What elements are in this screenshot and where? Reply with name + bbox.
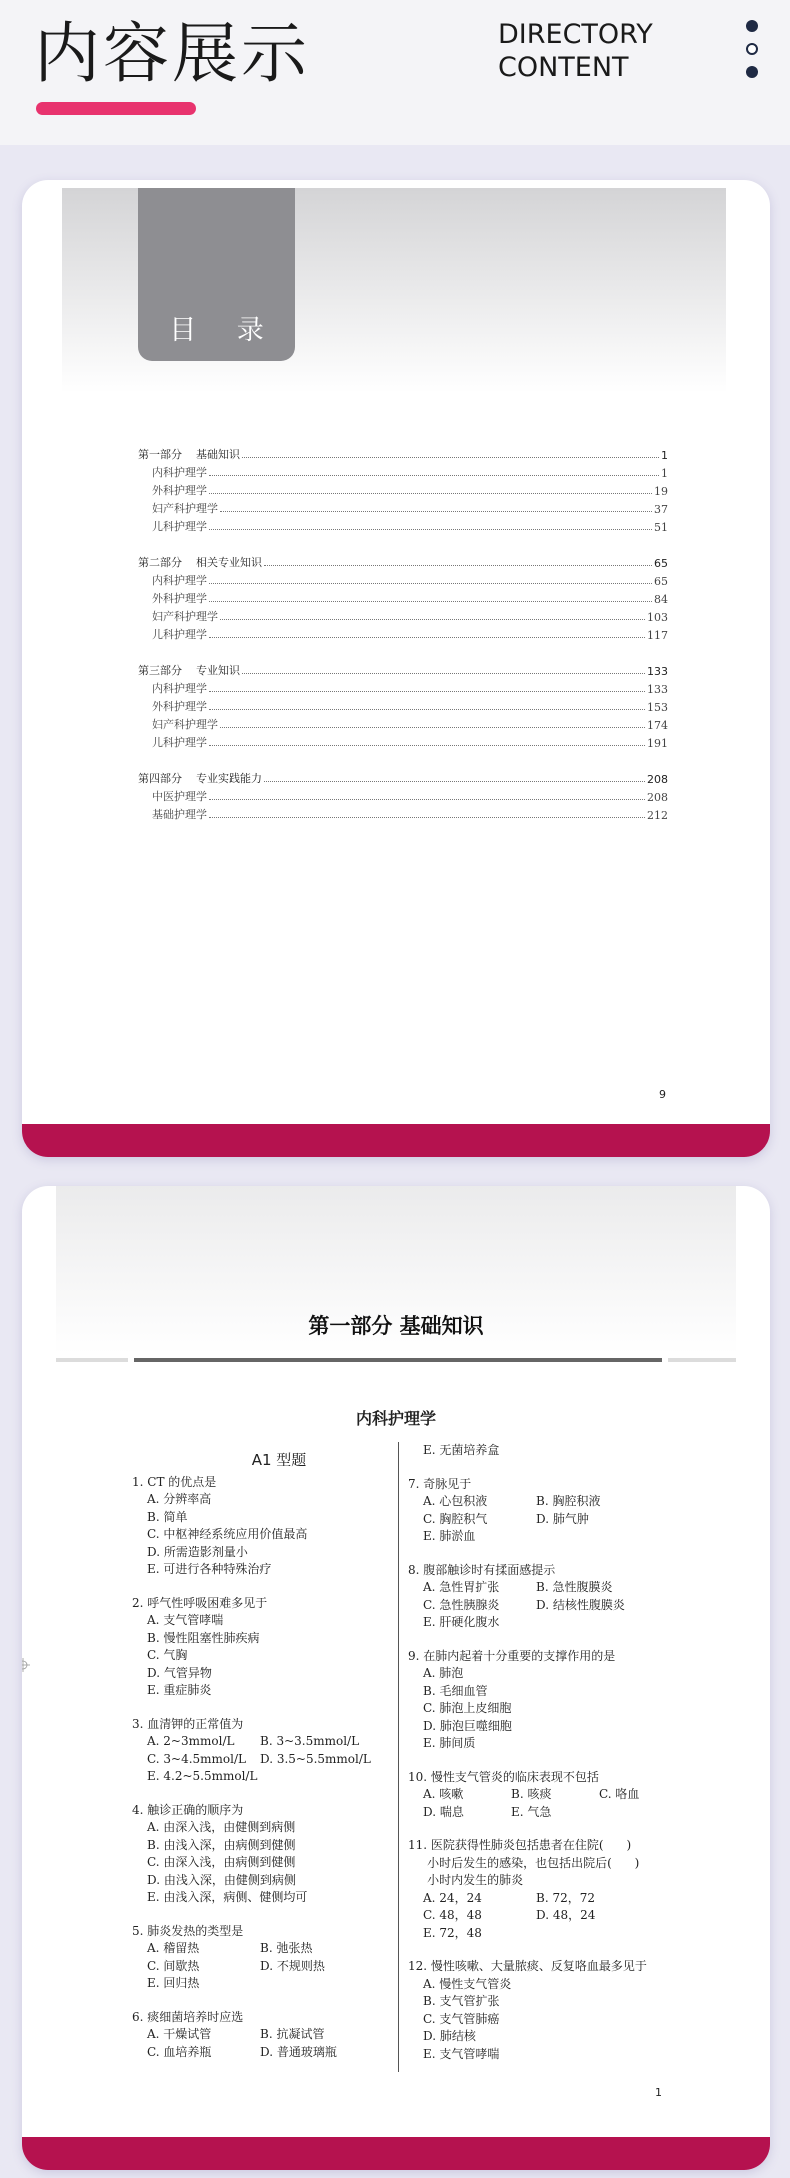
dot-icon (746, 20, 758, 32)
toc-item-label: 儿科护理学 (152, 628, 207, 641)
question-stem: 5. 肺炎发热的类型是 (132, 1923, 244, 1938)
answer-option: B. 慢性阻塞性肺疾病 (147, 1630, 260, 1645)
toc-item-label: 外科护理学 (152, 592, 207, 605)
answer-option: B. 毛细血管 (423, 1683, 488, 1698)
card-footer-bar (22, 2137, 770, 2170)
toc-item-row (138, 678, 668, 696)
toc-leader (209, 493, 652, 494)
answer-option: A. 干燥试管 (147, 2027, 212, 2041)
question-block (132, 1474, 390, 1579)
answer-option: A. 心包积液 (423, 1494, 488, 1508)
answer-option: C. 胸腔积气 (423, 1511, 488, 1526)
toc-item-row (138, 462, 668, 480)
content-page-card (22, 1186, 770, 2170)
question-block (132, 1716, 390, 1786)
left-column (132, 1452, 390, 2077)
toc-item-label: 妇产科护理学 (152, 718, 218, 731)
question-block (132, 1595, 390, 1700)
question-block (132, 2009, 390, 2062)
answer-option: C. 咯血 (599, 1787, 640, 1801)
answer-option: D. 不规则热 (260, 1958, 325, 1973)
toc-page-number: 1 (661, 449, 668, 462)
toc-part-row (138, 552, 668, 570)
question-stem: 4. 触诊正确的顺序为 (132, 1802, 244, 1817)
dot-outline-icon (746, 43, 758, 55)
answer-option-row (132, 1958, 390, 1976)
answer-option: D. 由浅入深，由健侧到病侧 (147, 1872, 296, 1887)
answer-option: B. 支气管扩张 (423, 1994, 500, 2008)
toc-item-row (138, 732, 668, 750)
answer-option: C. 急性胰腺炎 (423, 1597, 500, 1612)
divider (668, 1358, 736, 1362)
answer-option: C. 血培养瓶 (147, 2044, 212, 2059)
header-en-line2: CONTENT (498, 52, 629, 83)
toc-item-label: 儿科护理学 (152, 736, 207, 749)
answer-option: E. 72，48 (423, 1925, 482, 1940)
answer-option: A. 由深入浅，由健侧到病侧 (147, 1820, 296, 1834)
section-title: 内科护理学 (355, 1409, 436, 1428)
toc-leader (209, 529, 652, 530)
toc-item-row (138, 696, 668, 714)
toc-item-label: 内科护理学 (152, 466, 207, 479)
answer-option: C. 气胸 (147, 1648, 188, 1662)
answer-option-row (132, 1975, 390, 1993)
toc-item-row (138, 624, 668, 642)
toc-page-number: 191 (647, 737, 668, 750)
toc-item-row (138, 498, 668, 516)
question-block (408, 1958, 698, 2063)
toc-item-row (138, 714, 668, 732)
toc-leader (264, 781, 645, 782)
answer-option: B. 72，72 (536, 1890, 595, 1905)
toc-page-number: 37 (654, 503, 668, 516)
page-number: 9 (659, 1088, 666, 1101)
question-type-title: A1 型题 (251, 1451, 307, 1469)
answer-option: C. 3~4.5mmol/L (147, 1751, 246, 1766)
question-stem: 1. CT 的优点是 (132, 1474, 217, 1489)
toc-leader (209, 799, 645, 800)
toc-page-number: 1 (661, 467, 668, 480)
answer-option-row (132, 1768, 390, 1786)
question-stem: 12. 慢性咳嗽、大量脓痰、反复咯血最多见于 (408, 1959, 647, 1973)
card-footer-bar (22, 1124, 770, 1157)
column-divider (398, 1442, 399, 2072)
answer-option: B. 简单 (147, 1509, 188, 1524)
toc-item-row (138, 480, 668, 498)
answer-option: B. 咳痰 (511, 1787, 552, 1801)
part-title: 第一部分 基础知识 (308, 1314, 484, 1338)
toc-leader (209, 745, 645, 746)
answer-option: B. 抗凝试管 (260, 2027, 325, 2041)
dot-icon (746, 66, 758, 78)
question-stem: 11. 医院获得性肺炎包括患者在住院( ) 小时后发生的感染，也包括出院后( ) 小时内发生的肺炎 (408, 1838, 640, 1887)
answer-option-row (408, 1579, 698, 1597)
answer-option: C. 肺泡上皮细胞 (423, 1701, 512, 1715)
answer-option: B. 3~3.5mmol/L (260, 1734, 360, 1748)
header-title: 内容展示 (34, 15, 310, 92)
answer-option: A. 24，24 (423, 1890, 482, 1905)
toc-page-number: 65 (654, 575, 668, 588)
answer-option: E. 回归热 (147, 1976, 200, 1990)
toc-item-row (138, 786, 668, 804)
question-stem: 3. 血清钾的正常值为 (132, 1716, 244, 1731)
right-column (408, 1442, 698, 2079)
toc-tab (138, 188, 295, 361)
answer-option: E. 支气管哮喘 (423, 2046, 500, 2061)
answer-option: A. 慢性支气管炎 (423, 1976, 512, 1991)
question-stem: 8. 腹部触诊时有揉面感提示 (408, 1562, 556, 1577)
toc-page-number: 174 (647, 719, 668, 732)
answer-option-row (408, 1907, 698, 1925)
answer-option-row (132, 1751, 390, 1769)
question-block (408, 1837, 698, 1942)
answer-option-row (132, 1733, 390, 1751)
answer-option-row (408, 1786, 698, 1804)
answer-option-row (408, 1597, 698, 1615)
question-block (408, 1476, 698, 1546)
toc-leader (209, 475, 659, 476)
answer-option: E. 由浅入深，病侧、健侧均可 (147, 1890, 308, 1904)
toc-gap (138, 750, 668, 768)
question-block (408, 1769, 698, 1822)
toc-page-number: 19 (654, 485, 668, 498)
toc-part-title: 第四部分 专业实践能力 (138, 772, 262, 785)
header-en-line1: DIRECTORY (498, 19, 653, 50)
toc-part-row (138, 768, 668, 786)
answer-option: A. 咳嗽 (423, 1787, 464, 1801)
question-stem: 7. 奇脉见于 (408, 1476, 472, 1491)
answer-option: D. 肺泡巨噬细胞 (423, 1718, 512, 1733)
answer-option: C. 由深入浅，由病侧到健侧 (147, 1855, 296, 1869)
answer-option: B. 由浅入深，由病侧到健侧 (147, 1837, 296, 1852)
answer-option-row (132, 2026, 390, 2044)
answer-option: E. 重症肺炎 (147, 1683, 212, 1697)
toc-item-label: 基础护理学 (152, 808, 207, 821)
answer-option: D. 结核性腹膜炎 (536, 1597, 625, 1612)
toc-page-number: 212 (647, 809, 668, 822)
toc-part-row (138, 444, 668, 462)
toc-item-row (138, 588, 668, 606)
toc-leader (209, 817, 645, 818)
question-stem: 10. 慢性支气管炎的临床表现不包括 (408, 1769, 599, 1784)
answer-option: D. 喘息 (423, 1804, 464, 1819)
toc-leader (220, 727, 645, 728)
toc-gap (138, 534, 668, 552)
page-number: 1 (655, 2086, 662, 2099)
answer-option: E. 气急 (511, 1804, 552, 1819)
toc-page-card (22, 180, 770, 1157)
answer-option: C. 48，48 (423, 1908, 482, 1922)
answer-option-row (408, 1925, 698, 1943)
table-of-contents (138, 444, 668, 822)
question-block (132, 1802, 390, 1907)
toc-leader (209, 601, 652, 602)
toc-part-row (138, 660, 668, 678)
answer-option: A. 支气管哮喘 (147, 1613, 224, 1627)
toc-leader (209, 637, 645, 638)
answer-option-row (132, 2044, 390, 2062)
answer-option: D. 普通玻璃瓶 (260, 2044, 337, 2059)
answer-option: D. 肺结核 (423, 2029, 476, 2043)
answer-option: C. 支气管肺癌 (423, 2011, 500, 2026)
answer-option: A. 急性胃扩张 (423, 1580, 500, 1594)
toc-item-label: 内科护理学 (152, 574, 207, 587)
toc-leader (242, 457, 659, 458)
toc-gap (138, 642, 668, 660)
toc-page-number: 153 (647, 701, 668, 714)
toc-item-label: 外科护理学 (152, 700, 207, 713)
divider (134, 1358, 662, 1362)
answer-option: E. 可进行各种特殊治疗 (147, 1562, 272, 1576)
divider (56, 1358, 128, 1362)
question-stem: 2. 呼气性呼吸困难多见于 (132, 1595, 268, 1610)
answer-option: A. 2~3mmol/L (147, 1734, 235, 1748)
answer-option-row (408, 1804, 698, 1822)
answer-option: E. 肝硬化腹水 (423, 1615, 500, 1629)
answer-option: A. 肺泡 (423, 1666, 464, 1680)
answer-option: D. 3.5~5.5mmol/L (260, 1751, 371, 1766)
answer-option-row (408, 1890, 698, 1908)
toc-page-number: 208 (647, 791, 668, 804)
answer-option-row (408, 1528, 698, 1546)
toc-item-row (138, 570, 668, 588)
toc-item-row (138, 516, 668, 534)
answer-option: E. 肺淤血 (423, 1529, 476, 1543)
header-accent-bar (36, 102, 196, 115)
toc-page-number: 133 (647, 665, 668, 678)
toc-part-title: 第二部分 相关专业知识 (138, 556, 262, 569)
question-block (408, 1562, 698, 1632)
page-header (0, 0, 790, 145)
answer-option: D. 所需造影剂量小 (147, 1544, 248, 1559)
toc-leader (242, 673, 645, 674)
question-block (132, 1923, 390, 1993)
toc-part-title: 第一部分 基础知识 (138, 448, 240, 461)
toc-leader (209, 691, 645, 692)
answer-option: C. 中枢神经系统应用价值最高 (147, 1527, 308, 1541)
toc-leader (220, 619, 645, 620)
toc-item-label: 内科护理学 (152, 682, 207, 695)
toc-leader (264, 565, 652, 566)
answer-option: D. 肺气肿 (536, 1511, 589, 1526)
registration-mark-icon (22, 1658, 30, 1672)
question-stem: 9. 在肺内起着十分重要的支撑作用的是 (408, 1648, 616, 1663)
answer-option: B. 急性腹膜炎 (536, 1580, 613, 1594)
answer-option: D. 气管异物 (147, 1665, 212, 1680)
answer-option: A. 分辨率高 (147, 1492, 212, 1506)
answer-option-row (132, 1940, 390, 1958)
toc-item-row (138, 606, 668, 624)
toc-page-number: 133 (647, 683, 668, 696)
toc-page-number: 51 (654, 521, 668, 534)
answer-option: C. 间歇热 (147, 1958, 200, 1973)
header-english-title (498, 18, 653, 84)
toc-part-title: 第三部分 专业知识 (138, 664, 240, 677)
answer-option: D. 48，24 (536, 1908, 596, 1922)
toc-page-number: 208 (647, 773, 668, 786)
answer-option: B. 弛张热 (260, 1941, 313, 1955)
answer-option: E. 肺间质 (423, 1736, 476, 1750)
toc-leader (209, 709, 645, 710)
answer-option: E. 4.2~5.5mmol/L (147, 1769, 258, 1783)
toc-item-label: 妇产科护理学 (152, 610, 218, 623)
answer-option: A. 稽留热 (147, 1941, 200, 1955)
toc-item-label: 妇产科护理学 (152, 502, 218, 515)
toc-page-number: 103 (647, 611, 668, 624)
answer-option-row (408, 1614, 698, 1632)
toc-leader (220, 511, 652, 512)
toc-tab-label: 目 录 (169, 315, 280, 346)
answer-option-row (408, 1511, 698, 1529)
toc-page-number: 65 (654, 557, 668, 570)
toc-item-row (138, 804, 668, 822)
toc-item-label: 外科护理学 (152, 484, 207, 497)
option-continuation: E. 无菌培养盒 (423, 1443, 500, 1457)
toc-item-label: 中医护理学 (152, 790, 207, 803)
question-stem: 6. 痰细菌培养时应选 (132, 2009, 244, 2024)
toc-item-label: 儿科护理学 (152, 520, 207, 533)
toc-page-number: 84 (654, 593, 668, 606)
toc-leader (209, 583, 652, 584)
question-block (408, 1648, 698, 1753)
toc-page-number: 117 (647, 629, 668, 642)
answer-option: B. 胸腔积液 (536, 1494, 601, 1508)
answer-option-row (408, 1493, 698, 1511)
